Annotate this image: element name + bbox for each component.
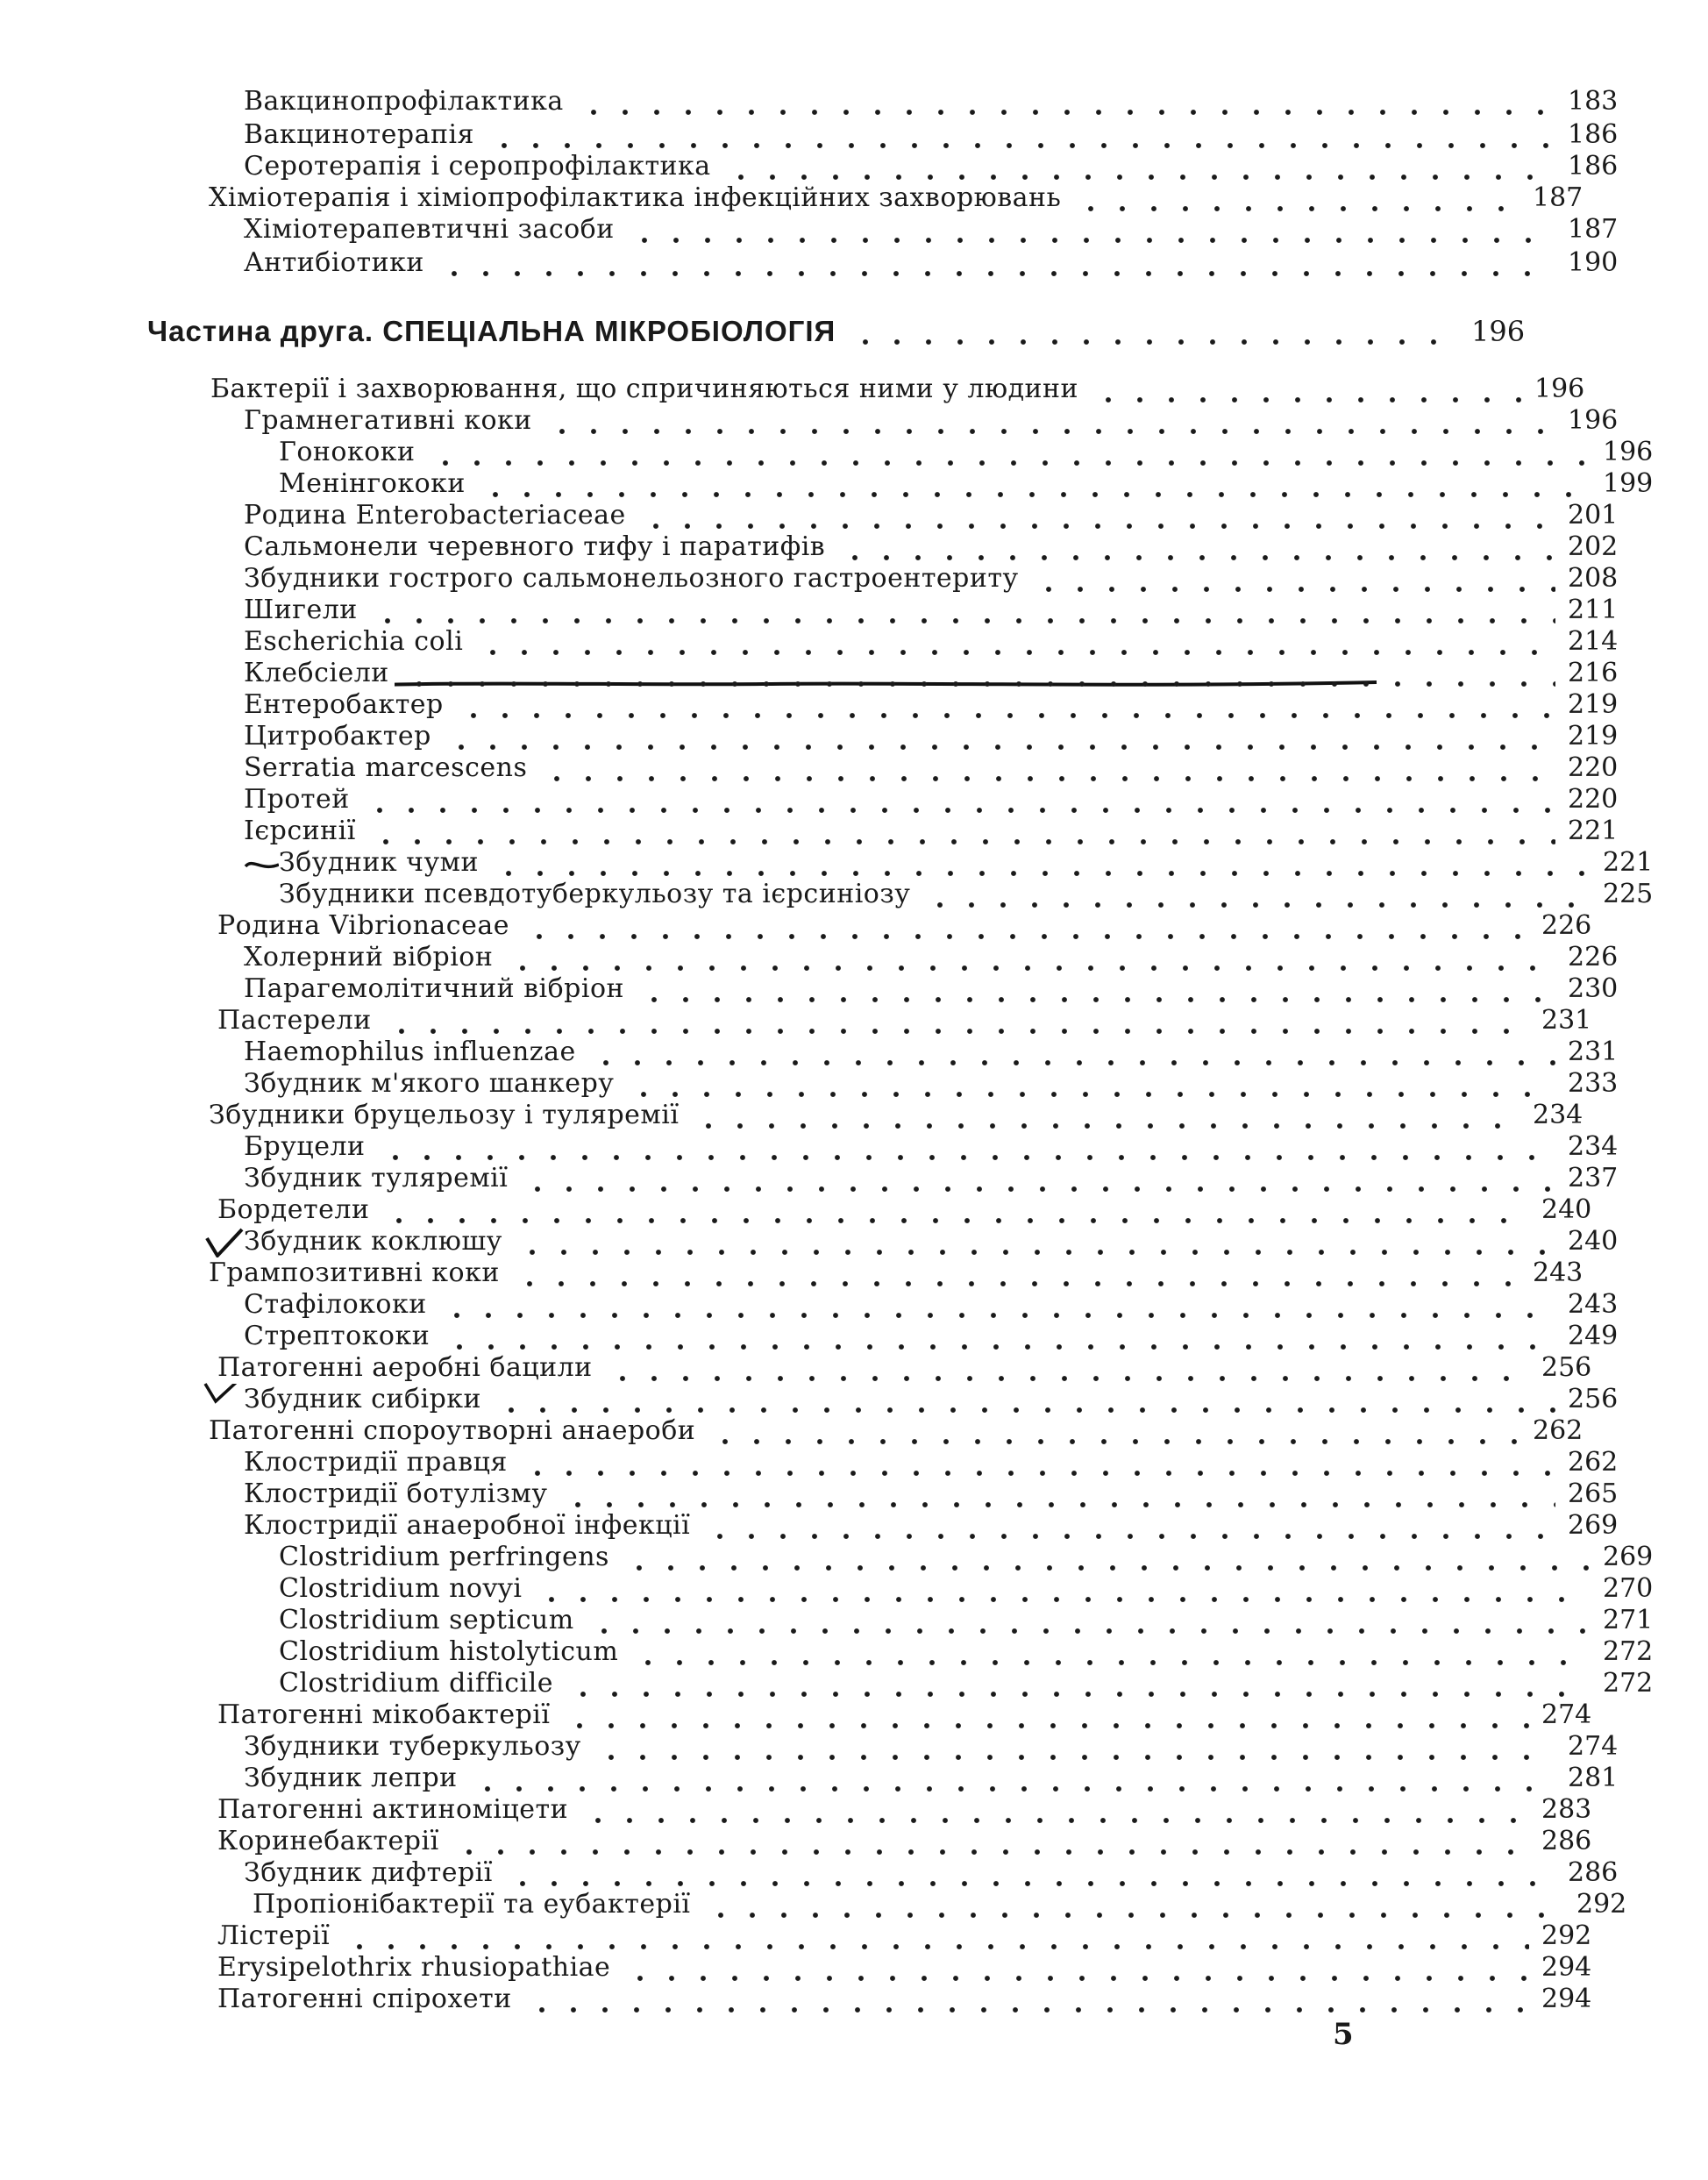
toc-entry	[0, 1478, 1673, 1510]
toc-entry-page: 196	[1534, 374, 1585, 404]
dot-leader	[830, 531, 1555, 563]
toc-entry-page: 219	[1568, 689, 1619, 720]
toc-entry-page: 256	[1568, 1384, 1619, 1414]
toc-entry	[0, 1415, 1638, 1447]
toc-entry-page: 281	[1568, 1763, 1619, 1793]
dot-leader	[432, 1289, 1555, 1321]
toc-entry-title: Ієрсинії	[244, 816, 361, 847]
toc-entry	[0, 1542, 1708, 1573]
dot-leader	[355, 784, 1555, 816]
toc-entry-title: Ентеробактер	[244, 689, 449, 721]
page-number: 5	[1333, 2017, 1354, 2052]
toc-entry-title: Збудники гострого сальмонельозного гастроентериту	[244, 563, 1024, 595]
toc-entry-page: 183	[1568, 86, 1619, 117]
toc-entry-page: 243	[1568, 1289, 1619, 1320]
toc-entry-title: Пропіонібактерії та еубактерії	[253, 1889, 696, 1920]
toc-entry	[0, 879, 1708, 910]
dot-leader	[695, 1510, 1555, 1542]
dot-leader	[468, 626, 1555, 658]
dot-leader	[684, 1100, 1520, 1131]
toc-entry-page: 225	[1603, 879, 1654, 909]
toc-entry-title: Парагемолітичний вібріон	[244, 973, 630, 1005]
dot-leader	[581, 1037, 1555, 1068]
dot-leader	[471, 468, 1591, 500]
toc-entry-page: 243	[1533, 1257, 1583, 1288]
toc-entry	[0, 595, 1673, 626]
toc-entry-page: 240	[1568, 1226, 1619, 1257]
toc-entry-page: 186	[1568, 119, 1619, 150]
toc-entry-title: Serratia marcescens	[244, 752, 532, 784]
toc-entry-title: Клостридії правця	[244, 1447, 513, 1478]
toc-entry	[0, 1826, 1647, 1857]
toc-entry-title: Стрептококи	[244, 1321, 435, 1352]
toc-entry	[0, 374, 1640, 405]
dot-leader	[371, 1131, 1556, 1163]
dot-leader	[553, 1478, 1555, 1510]
toc-entry-page: 221	[1603, 847, 1654, 878]
toc-entry-title: Патогенні спірохети	[217, 1984, 517, 2015]
dot-leader	[508, 1226, 1555, 1257]
dot-leader	[630, 973, 1555, 1005]
toc-entry-title: Escherichia coli	[244, 626, 468, 658]
dot-leader	[484, 847, 1591, 879]
toc-entry-title: Збудник туляремії	[244, 1163, 513, 1194]
toc-entry	[0, 1037, 1673, 1068]
dot-leader	[696, 1889, 1564, 1920]
toc-entry-title: Родина Enterobacteriaceae	[244, 500, 631, 531]
dot-leader	[361, 816, 1555, 847]
toc-entry-page: 196	[1603, 437, 1654, 467]
dot-leader	[335, 1920, 1529, 1952]
dot-leader	[498, 942, 1555, 973]
toc-entry-page: 262	[1568, 1447, 1619, 1478]
toc-entry-title: Clostridium perfringens	[279, 1542, 615, 1573]
toc-entry-page: 294	[1541, 1984, 1592, 2014]
toc-entry-page: 269	[1603, 1542, 1654, 1572]
toc-entry-title: Збудник сибірки	[244, 1384, 487, 1415]
dot-leader	[1024, 563, 1555, 595]
toc-entry-page: 292	[1576, 1889, 1627, 1920]
toc-entry-title: Лістерії	[217, 1920, 335, 1952]
toc-entry-title: Збудники псевдотуберкульозу та ієрсиніозу	[279, 879, 915, 910]
toc-entry-title: Патогенні аеробні бацили	[217, 1352, 598, 1384]
toc-entry	[0, 1131, 1673, 1163]
toc-entry-page: 226	[1541, 910, 1592, 941]
toc-entry-title: Грампозитивні коки	[209, 1257, 505, 1289]
dot-leader	[513, 1163, 1555, 1194]
toc-entry-title: Збудники туберкульозу	[244, 1731, 587, 1763]
toc-entry-page: 286	[1541, 1826, 1592, 1856]
toc-entry-title: Clostridium septicum	[279, 1605, 580, 1636]
toc-entry	[0, 405, 1673, 437]
toc-entry-page: 286	[1568, 1857, 1619, 1888]
toc-entry	[0, 437, 1708, 468]
toc-entry	[0, 1194, 1647, 1226]
toc-entry-title: Родина Vibrionaceae	[217, 910, 515, 942]
toc-entry	[0, 689, 1673, 721]
dot-leader	[587, 1731, 1555, 1763]
toc-entry	[0, 1321, 1673, 1352]
toc-entry	[0, 1384, 1673, 1415]
toc-entry	[0, 214, 1673, 246]
toc-entry-title: Збудники бруцельозу і туляремії	[209, 1100, 684, 1131]
toc-entry	[0, 626, 1673, 658]
toc-entry-page: 199	[1603, 468, 1654, 499]
dot-leader	[620, 214, 1555, 246]
toc-entry-title: Haemophilus influenzae	[244, 1037, 581, 1068]
toc-entry	[0, 119, 1673, 151]
toc-entry	[0, 973, 1673, 1005]
toc-entry	[0, 563, 1673, 595]
toc-entry	[0, 1100, 1638, 1131]
toc-entry-title: Холерний вібріон	[244, 942, 498, 973]
toc-entry	[0, 1352, 1647, 1384]
toc-entry	[0, 752, 1673, 784]
dot-leader	[377, 1005, 1529, 1037]
toc-entry	[0, 1163, 1673, 1194]
toc-entry-title: Антибіотики	[244, 247, 430, 279]
toc-entry-title: Клостридії ботулізму	[244, 1478, 553, 1510]
toc-entry-title: Гонококи	[279, 437, 421, 468]
toc-entry-page: 196	[1568, 405, 1619, 436]
toc-entry-title: Протей	[244, 784, 355, 816]
toc-entry-page: 219	[1568, 721, 1619, 752]
dot-leader	[395, 658, 1555, 689]
dot-leader	[527, 1573, 1591, 1605]
toc-entry-page: 283	[1541, 1794, 1592, 1825]
dot-leader	[498, 1857, 1555, 1889]
toc-entry-page: 201	[1568, 500, 1619, 531]
dot-leader	[517, 1984, 1529, 2015]
toc-entry-page: 187	[1568, 214, 1619, 245]
toc-entry-page: 237	[1568, 1163, 1619, 1193]
dot-leader	[580, 1605, 1591, 1636]
toc-entry	[0, 1573, 1708, 1605]
toc-entry-page: 214	[1568, 626, 1619, 657]
dot-leader	[1066, 182, 1520, 214]
dot-leader	[616, 1952, 1529, 1984]
toc-entry	[0, 1257, 1638, 1289]
toc-entry-title: Пастерели	[217, 1005, 377, 1037]
toc-entry	[0, 1668, 1708, 1699]
dot-leader	[513, 1447, 1555, 1478]
dot-leader	[445, 1826, 1529, 1857]
toc-entry-page: 211	[1568, 595, 1619, 625]
toc-entry-page: 230	[1568, 973, 1619, 1004]
toc-entry-page: 262	[1533, 1415, 1583, 1446]
dot-leader	[716, 151, 1555, 182]
toc-entry	[0, 151, 1673, 182]
toc-entry-page: 274	[1541, 1699, 1592, 1730]
pen-check-mark	[242, 854, 282, 875]
toc-entry	[0, 1889, 1682, 1920]
toc-entry-page: 226	[1568, 942, 1619, 972]
toc-entry-title: Серотерапія і серопрофілактика	[244, 151, 716, 182]
toc-entry-page: 265	[1568, 1478, 1619, 1509]
toc-entry-page: 271	[1603, 1605, 1654, 1635]
toc-entry-page: 231	[1568, 1037, 1619, 1067]
toc-entry	[0, 1447, 1673, 1478]
toc-entry	[0, 1731, 1673, 1763]
dot-leader	[598, 1352, 1529, 1384]
toc-entry	[0, 942, 1673, 973]
dot-leader	[623, 1636, 1591, 1668]
dot-leader	[615, 1542, 1591, 1573]
dot-leader	[1084, 374, 1522, 405]
toc-entry-page: 269	[1568, 1510, 1619, 1541]
toc-entry-title: Клостридії анаеробної інфекції	[244, 1510, 695, 1542]
toc-entry-title: Вакцинотерапія	[244, 119, 480, 151]
toc-entry-page: 294	[1541, 1952, 1592, 1983]
pen-check-mark	[203, 1226, 246, 1261]
toc-entry	[0, 1226, 1673, 1257]
toc-entry-page: 202	[1568, 531, 1619, 562]
toc-entry-title: Грамнегативні коки	[244, 405, 537, 437]
dot-leader	[437, 721, 1555, 752]
toc-entry-page: 221	[1568, 816, 1619, 846]
toc-entry	[0, 1794, 1647, 1826]
toc-entry-title: Коринебактерії	[217, 1826, 445, 1857]
toc-entry-title: Бруцели	[244, 1131, 371, 1163]
toc-entry	[0, 1005, 1647, 1037]
toc-entry-page: 231	[1541, 1005, 1592, 1036]
toc-entry	[0, 500, 1673, 531]
toc-entry-title: Збудник чуми	[279, 847, 484, 879]
toc-entry	[0, 1857, 1673, 1889]
toc-entry-page: 196	[1471, 315, 1526, 348]
dot-leader	[421, 437, 1591, 468]
toc-entry-title: Хіміотерапія і хіміопрофілактика інфекційних захворювань	[209, 182, 1066, 214]
toc-entry-title: Сальмонели черевного тифу і паратифів	[244, 531, 830, 563]
toc-entry	[0, 658, 1673, 689]
toc-entry-title: Частина друга. СПЕЦІАЛЬНА МІКРОБІОЛОГІЯ	[147, 316, 841, 347]
dot-leader	[374, 1194, 1529, 1226]
toc-entry	[0, 1952, 1647, 1984]
toc-entry-page: 292	[1541, 1920, 1592, 1951]
toc-entry	[0, 247, 1673, 279]
toc-entry-page: 216	[1568, 658, 1619, 688]
toc-entry-page: 272	[1603, 1636, 1654, 1667]
dot-leader	[505, 1257, 1520, 1289]
toc-entry-title: Clostridium difficile	[279, 1668, 559, 1699]
toc-entry	[0, 1763, 1673, 1794]
dot-leader	[430, 247, 1555, 279]
toc-entry-title: Clostridium histolyticum	[279, 1636, 623, 1668]
toc-entry-page: 208	[1568, 563, 1619, 594]
dot-leader	[435, 1321, 1555, 1352]
toc-entry-page: 256	[1541, 1352, 1592, 1383]
toc-entry-title: Вакцинопрофілактика	[244, 86, 569, 118]
toc-entry	[0, 910, 1647, 942]
toc-entry-page: 186	[1568, 151, 1619, 182]
toc-entry	[0, 531, 1673, 563]
toc-entry-title: Збудник м'якого шанкеру	[244, 1068, 619, 1100]
dot-leader	[515, 910, 1529, 942]
toc-entry-title: Патогенні мікобактерії	[217, 1699, 555, 1731]
toc-entry-page: 187	[1533, 182, 1583, 213]
dot-leader	[449, 689, 1555, 721]
toc-entry-title: Erysipelothrix rhusiopathiae	[217, 1952, 616, 1984]
dot-leader	[363, 595, 1555, 626]
dot-leader	[532, 752, 1555, 784]
toc-entry	[0, 1289, 1673, 1321]
toc-entry-page: 233	[1568, 1068, 1619, 1099]
toc-entry	[0, 1699, 1647, 1731]
dot-leader	[537, 405, 1555, 437]
toc-entry-title: Менінгококи	[279, 468, 471, 500]
toc-entry-page: 190	[1568, 247, 1619, 278]
toc-entry-page: 249	[1568, 1321, 1619, 1351]
dot-leader	[631, 500, 1555, 531]
toc-entry	[0, 86, 1673, 118]
toc-entry-page: 220	[1568, 752, 1619, 783]
dot-leader	[619, 1068, 1555, 1100]
dot-leader	[480, 119, 1555, 151]
toc-entry-title: Цитробактер	[244, 721, 437, 752]
dot-leader	[841, 316, 1459, 347]
dot-leader	[487, 1384, 1555, 1415]
toc-entry	[0, 1605, 1708, 1636]
toc-entry-title: Збудник коклюшу	[244, 1226, 508, 1257]
toc-entry-title: Хіміотерапевтичні засоби	[244, 214, 620, 246]
toc-entry	[0, 1920, 1647, 1952]
toc-entry-page: 272	[1603, 1668, 1654, 1699]
toc-entry-title: Clostridium novyi	[279, 1573, 527, 1605]
toc-entry	[0, 784, 1673, 816]
toc-entry-title: Бактерії і захворювання, що спричиняються ними у людини	[210, 374, 1084, 405]
dot-leader	[559, 1668, 1591, 1699]
toc-entry-title: Збудник лепри	[244, 1763, 463, 1794]
toc-entry-title: Патогенні актиноміцети	[217, 1794, 573, 1826]
toc-entry-page: 274	[1568, 1731, 1619, 1762]
toc-entry-page: 270	[1603, 1573, 1654, 1604]
toc-entry-title: Патогенні спороутворні анаероби	[209, 1415, 701, 1447]
toc-entry	[0, 1510, 1673, 1542]
dot-leader	[573, 1794, 1529, 1826]
dot-leader	[555, 1699, 1529, 1731]
toc-entry	[0, 182, 1638, 214]
toc-entry	[0, 1984, 1647, 2015]
toc-entry-page: 220	[1568, 784, 1619, 815]
toc-entry	[0, 1068, 1673, 1100]
dot-leader	[915, 879, 1591, 910]
toc-entry-page: 240	[1541, 1194, 1592, 1225]
toc-entry-title: Клебсіели	[244, 658, 395, 689]
toc-entry-page: 234	[1533, 1100, 1583, 1130]
toc-entry	[0, 1636, 1708, 1668]
toc-entry-title: Шигели	[244, 595, 363, 626]
dot-leader	[569, 86, 1555, 118]
toc-entry-title: Збудник дифтерії	[244, 1857, 498, 1889]
toc-entry-title: Бордетели	[217, 1194, 374, 1226]
toc-entry-page: 234	[1568, 1131, 1619, 1162]
dot-leader	[701, 1415, 1520, 1447]
toc-entry-title: Стафілококи	[244, 1289, 432, 1321]
dot-leader	[463, 1763, 1555, 1794]
toc-entry	[0, 816, 1673, 847]
toc-entry	[0, 468, 1708, 500]
toc-entry	[0, 721, 1673, 752]
toc-part-heading	[0, 316, 1576, 347]
